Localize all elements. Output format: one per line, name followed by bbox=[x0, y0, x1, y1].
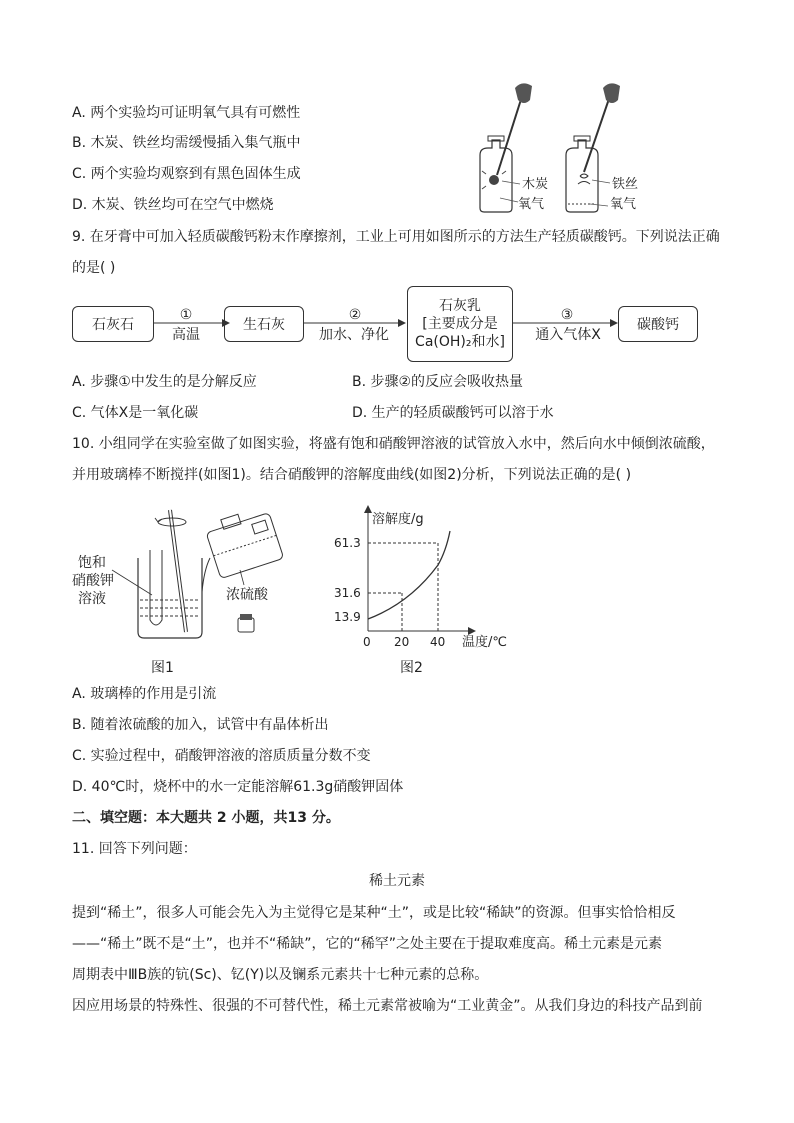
fig1-label-kno3: 硝酸钾 bbox=[72, 573, 114, 589]
fig2-ytick-13: 13.9 bbox=[334, 610, 361, 624]
fig1-caption: 图1 bbox=[151, 660, 174, 676]
step1-number: ① bbox=[179, 307, 193, 323]
fig1-label-conc-acid: 浓硫酸 bbox=[226, 587, 268, 603]
step2-number: ② bbox=[348, 307, 362, 323]
q10-option-c: C. 实验过程中，硝酸钾溶液的溶质质量分数不变 bbox=[72, 748, 371, 764]
q11-stem: 11. 回答下列问题： bbox=[72, 841, 197, 857]
fig2-xtick-0: 0 bbox=[363, 635, 371, 649]
q9-option-c: C. 气体X是一氧化碳 bbox=[72, 405, 199, 421]
q11-passage-title: 稀土元素 bbox=[369, 873, 425, 889]
q8-option-d: D. 木炭、铁丝均可在空气中燃烧 bbox=[72, 197, 274, 213]
charcoal-label: 木炭 bbox=[522, 177, 549, 192]
iron-jar bbox=[566, 83, 620, 212]
lime-milk-line3: Ca(OH)₂和水] bbox=[415, 334, 505, 350]
fig2-caption: 图2 bbox=[400, 660, 423, 676]
fig2-xtick-20: 20 bbox=[394, 635, 410, 649]
q10-figure2-solubility-chart bbox=[330, 505, 530, 650]
fig2-ylabel: 溶解度/g bbox=[372, 512, 424, 527]
oxygen-label-2: 氧气 bbox=[610, 197, 637, 212]
step1-condition: 高温 bbox=[172, 327, 200, 343]
fig1-label-solution: 溶液 bbox=[78, 591, 106, 607]
q9-option-d: D. 生产的轻质碳酸钙可以溶于水 bbox=[352, 405, 554, 421]
fig2-xlabel: 温度/℃ bbox=[462, 635, 507, 650]
q9-stem-line1: 9. 在牙膏中可加入轻质碳酸钙粉末作摩擦剂，工业上可用如图所示的方法生产轻质碳酸钙。下列说法正确 bbox=[72, 229, 720, 245]
q9-option-b: B. 步骤②的反应会吸收热量 bbox=[352, 374, 524, 390]
q8-combustion-figure bbox=[460, 80, 660, 220]
fig2-xtick-40: 40 bbox=[430, 635, 446, 649]
q10-option-a: A. 玻璃棒的作用是引流 bbox=[72, 686, 217, 702]
fig2-ytick-31: 31.6 bbox=[334, 586, 361, 600]
q10-option-d: D. 40℃时，烧杯中的水一定能溶解61.3g硝酸钾固体 bbox=[72, 779, 404, 795]
step2-condition: 加水、净化 bbox=[319, 327, 389, 343]
q10-stem-line2: 并用玻璃棒不断搅拌(如图1)。结合硝酸钾的溶解度曲线(如图2)分析，下列说法正确的是( ) bbox=[72, 467, 632, 483]
fig1-label-saturated: 饱和 bbox=[78, 555, 106, 571]
charcoal-jar bbox=[480, 83, 532, 212]
q8-option-c: C. 两个实验均观察到有黑色固体生成 bbox=[72, 166, 301, 182]
q11-para-line1: 提到“稀土”，很多人可能会先入为主觉得它是某种“土”，或是比较“稀缺”的资源。但事实恰恰相反 bbox=[72, 905, 676, 921]
step3-condition: 通入气体X bbox=[535, 327, 601, 343]
flow-box-quicklime: 生石灰 bbox=[224, 306, 304, 342]
step3-number: ③ bbox=[560, 307, 574, 323]
q11-para-line3: 周期表中ⅢB族的钪(Sc)、钇(Y)以及镧系元素共十七种元素的总称。 bbox=[72, 967, 489, 983]
q9-option-a: A. 步骤①中发生的是分解反应 bbox=[72, 374, 257, 390]
iron-label: 铁丝 bbox=[612, 177, 639, 192]
q9-stem-line2: 的是( ) bbox=[72, 260, 116, 276]
section2-heading: 二、填空题：本大题共 2 小题，共13 分。 bbox=[72, 810, 340, 826]
q11-para-line2: ——“稀土”既不是“土”，也并不“稀缺”，它的“稀罕”之处主要在于提取难度高。稀土元素是元素 bbox=[72, 936, 663, 952]
q10-stem-line1: 10. 小组同学在实验室做了如图实验，将盛有饱和硝酸钾溶液的试管放入水中，然后向水中倾倒浓硫酸， bbox=[72, 436, 715, 452]
q8-option-a: A. 两个实验均可证明氧气具有可燃性 bbox=[72, 105, 301, 121]
q10-option-b: B. 随着浓硫酸的加入，试管中有晶体析出 bbox=[72, 717, 329, 733]
q8-option-b: B. 木炭、铁丝均需缓慢插入集气瓶中 bbox=[72, 135, 301, 151]
q11-para-line4: 因应用场景的特殊性、很强的不可替代性，稀土元素常被喻为“工业黄金”。从我们身边的科技产品到前 bbox=[72, 998, 703, 1014]
flow-box-calcium-carbonate: 碳酸钙 bbox=[618, 306, 698, 342]
lime-milk-line1: 石灰乳 bbox=[439, 298, 481, 314]
lime-milk-line2: [主要成分是 bbox=[422, 316, 498, 332]
oxygen-label-1: 氧气 bbox=[518, 197, 545, 212]
flow-box-limestone: 石灰石 bbox=[72, 306, 154, 342]
fig2-ytick-61: 61.3 bbox=[334, 536, 361, 550]
